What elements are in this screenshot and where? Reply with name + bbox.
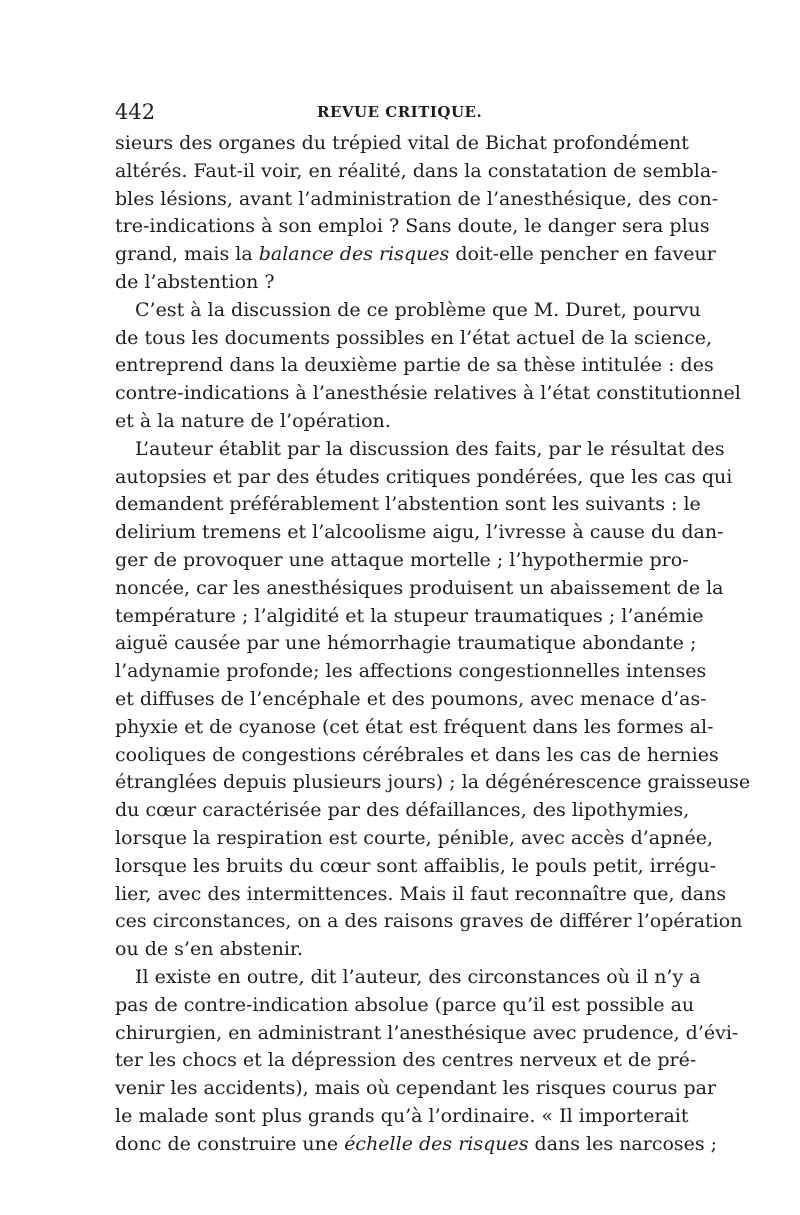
text-line: ter les chocs et la dépression des centres nerveux et de pré- xyxy=(115,1049,697,1072)
italic-phrase: balance des risques xyxy=(258,243,450,266)
book-page xyxy=(115,100,751,1158)
text-segment: dans les narcoses ; xyxy=(528,1132,718,1155)
text-line: sieurs des organes du trépied vital de Bichat profondément xyxy=(115,132,689,154)
text-segment: doit-elle pencher en faveur xyxy=(449,243,716,266)
text-line: venir les accidents), mais où cependant les risques courus par xyxy=(115,1077,717,1100)
text-line: ces circonstances, on a des raisons graves de différer l’opération xyxy=(115,910,743,933)
text-segment: grand, mais la xyxy=(115,243,259,266)
page-number: 442 xyxy=(115,100,156,124)
text-line: aiguë causée par une hémorrhagie traumatique abondante ; xyxy=(115,632,697,655)
text-line: du cœur caractérisée par des défaillances, des lipothymies, xyxy=(115,799,690,822)
text-line: lier, avec des intermittences. Mais il faut reconnaître que, dans xyxy=(115,882,727,905)
text-line: delirium tremens et l’alcoolisme aigu, l’ivresse à cause du dan- xyxy=(115,521,724,544)
text-line: lorsque les bruits du cœur sont affaiblis, le pouls petit, irrégu- xyxy=(115,854,717,877)
text-line: ger de provoquer une attaque mortelle ; l’hypothermie pro- xyxy=(115,548,689,571)
running-title: REVUE CRITIQUE. xyxy=(317,103,483,121)
text-line: autopsies et par des études critiques pondérées, que les cas qui xyxy=(115,465,733,488)
text-line: altérés. Faut-il voir, en réalité, dans la constatation de sembla- xyxy=(115,159,718,182)
text-line: lorsque la respiration est courte, pénible, avec accès d’apnée, xyxy=(115,826,714,849)
text-line: cooliques de congestions cérébrales et dans les cas de hernies xyxy=(115,743,719,766)
text-line: phyxie et de cyanose (cet état est fréquent dans les formes al- xyxy=(115,715,714,738)
text-segment: donc de construire une xyxy=(115,1132,345,1155)
text-line: C’est à la discussion de ce problème que M. Duret, pourvu xyxy=(135,298,701,321)
text-line: demandent préférablement l’abstention sont les suivants : le xyxy=(115,493,701,516)
italic-phrase: échelle des risques xyxy=(344,1132,529,1155)
text-line: noncée, car les anesthésiques produisent un abaissement de la xyxy=(115,576,724,599)
text-line: tre-indications à son emploi ? Sans doute, le danger sera plus xyxy=(115,215,710,238)
text-line xyxy=(115,241,716,269)
text-line: étranglées depuis plusieurs jours) ; la dégénérescence graisseuse xyxy=(115,771,751,794)
text-line: bles lésions, avant l’administration de l’anesthésique, des con- xyxy=(115,187,719,210)
text-line: température ; l’algidité et la stupeur traumatiques ; l’anémie xyxy=(115,604,704,627)
text-line: de tous les documents possibles en l’état actuel de la science, xyxy=(115,326,712,349)
body-text xyxy=(115,130,751,1158)
text-line: L’auteur établit par la discussion des faits, par le résultat des xyxy=(135,437,725,460)
text-line xyxy=(115,1131,718,1159)
text-line: le malade sont plus grands qu’à l’ordinaire. « Il importerait xyxy=(115,1104,689,1127)
text-line: et diffuses de l’encéphale et des poumons, avec menace d’as- xyxy=(115,687,707,710)
page-header xyxy=(115,100,685,130)
text-line: Il existe en outre, dit l’auteur, des circonstances où il n’y a xyxy=(135,965,701,988)
text-line: ou de s’en abstenir. xyxy=(115,938,303,961)
text-line: contre-indications à l’anesthésie relatives à l’état constitutionnel xyxy=(115,382,741,405)
text-line: de l’abstention ? xyxy=(115,270,275,293)
text-line: pas de contre-indication absolue (parce qu’il est possible au xyxy=(115,993,695,1016)
text-line: entreprend dans la deuxième partie de sa thèse intitulée : des xyxy=(115,354,714,377)
text-line: chirurgien, en administrant l’anesthésique avec prudence, d’évi- xyxy=(115,1021,739,1044)
text-line: l’adynamie profonde; les affections congestionnelles intenses xyxy=(115,660,707,683)
text-line: et à la nature de l’opération. xyxy=(115,409,391,432)
